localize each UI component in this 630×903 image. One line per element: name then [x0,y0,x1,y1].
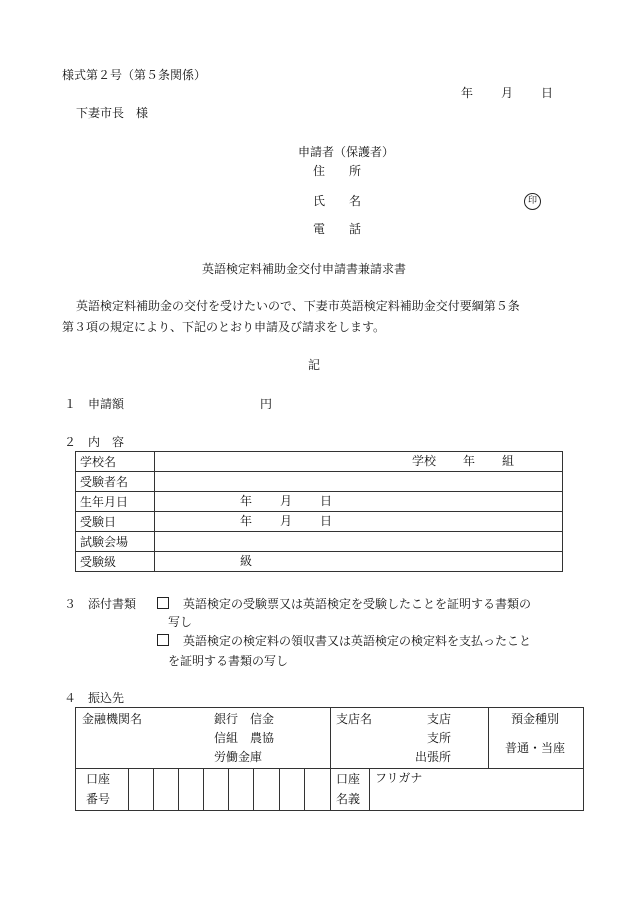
applicant-name-label: 氏 名 [313,194,362,208]
bank-cell[interactable] [76,708,331,769]
exam-day: 日 [320,514,333,528]
account-digit-5[interactable] [229,769,254,811]
branch-type-line3: 出張所 [415,750,452,764]
account-name-cell[interactable] [370,769,584,811]
table-row [76,552,563,572]
branch-type-line2: 支所 [427,731,452,745]
examinee-value[interactable] [155,472,563,492]
section4-label: ４ 振込先 [64,691,125,705]
account-digit-6[interactable] [254,769,280,811]
birth-label: 生年月日 [76,492,155,512]
date-year: 年 [461,86,474,100]
content-table [75,451,563,572]
bank-type-line3: 労働金庫 [214,750,263,764]
section1-label: １ 申請額 [64,397,125,411]
account-digit-4[interactable] [204,769,229,811]
deposit-cell[interactable] [489,708,584,769]
section2-label: ２ 内 容 [64,435,125,449]
birth-year: 年 [240,494,253,508]
school-label: 学校名 [76,452,155,472]
applicant-phone-label: 電 話 [313,222,362,236]
grade-suffix: 級 [240,554,253,568]
table-row [76,512,563,532]
seal-mark: 印 [524,192,541,210]
table-row [76,472,563,492]
venue-label: 試験会場 [76,532,155,552]
account-name-label-cell [331,769,370,811]
bank-label: 金融機関名 [82,712,143,726]
body-line-1: 英語検定料補助金の交付を受けたいので、下妻市英語検定料補助金交付要綱第５条 [76,299,520,313]
attachment-1-text-cont: 写し [168,615,193,629]
addressee: 下妻市長 様 [76,106,149,120]
date-month: 月 [501,86,514,100]
bank-type-line2: 信組 農協 [214,731,275,745]
deposit-value: 普通・当座 [505,741,566,755]
table-row [76,452,563,472]
school-suffix: 学校 [412,454,437,468]
exam-grade-value[interactable] [155,552,563,572]
attachment-2-checkbox[interactable] [157,634,169,648]
account-digit-7[interactable] [280,769,305,811]
branch-type-line1: 支店 [427,712,452,726]
account-number-label-line2: 番号 [86,792,111,806]
applicant-address-label: 住 所 [313,164,362,178]
table-row [76,769,584,811]
date-day: 日 [541,86,554,100]
account-digit-8[interactable] [305,769,331,811]
exam-grade-label: 受験級 [76,552,155,572]
birth-month: 月 [280,494,293,508]
document-title: 英語検定料補助金交付申請書兼請求書 [202,262,407,276]
bank-table [75,707,584,811]
account-name-label-line1: 口座 [336,772,361,786]
applicant-heading: 申請者（保護者） [298,145,395,159]
branch-label: 支店名 [336,712,373,726]
account-number-label-cell [76,769,129,811]
furigana-label: フリガナ [375,771,423,785]
account-digit-1[interactable] [129,769,154,811]
account-digit-2[interactable] [154,769,179,811]
deposit-label: 預金種別 [511,712,560,726]
birth-day: 日 [320,494,333,508]
school-value[interactable] [155,452,563,472]
account-number-label-line1: 口座 [86,772,111,786]
table-row [76,532,563,552]
exam-date-value[interactable] [155,512,563,532]
exam-date-label: 受験日 [76,512,155,532]
account-name-label-line2: 名義 [336,792,361,806]
attachment-2-text-cont: を証明する書類の写し [168,654,289,668]
attachment-1-checkbox[interactable] [157,597,169,611]
bank-type-line1: 銀行 信金 [214,712,275,726]
ki-heading: 記 [308,358,321,372]
exam-month: 月 [280,514,293,528]
form-number: 様式第２号（第５条関係） [62,68,207,82]
table-row [76,708,584,769]
branch-cell[interactable] [331,708,489,769]
section1-unit: 円 [260,397,273,411]
venue-value[interactable] [155,532,563,552]
attachment-1-text: 英語検定の受験票又は英語検定を受験したことを証明する書類の [183,597,532,611]
account-digit-3[interactable] [179,769,204,811]
birth-value[interactable] [155,492,563,512]
section3-label: ３ 添付書類 [64,597,137,611]
table-row [76,492,563,512]
grade-year-suffix: 年 [463,454,476,468]
exam-year: 年 [240,514,253,528]
body-line-2: 第３項の規定により、下記のとおり申請及び請求をします。 [62,320,386,334]
attachment-2-text: 英語検定の検定料の領収書又は英語検定の検定料を支払ったこと [183,634,532,648]
examinee-label: 受験者名 [76,472,155,492]
class-suffix: 組 [502,454,515,468]
